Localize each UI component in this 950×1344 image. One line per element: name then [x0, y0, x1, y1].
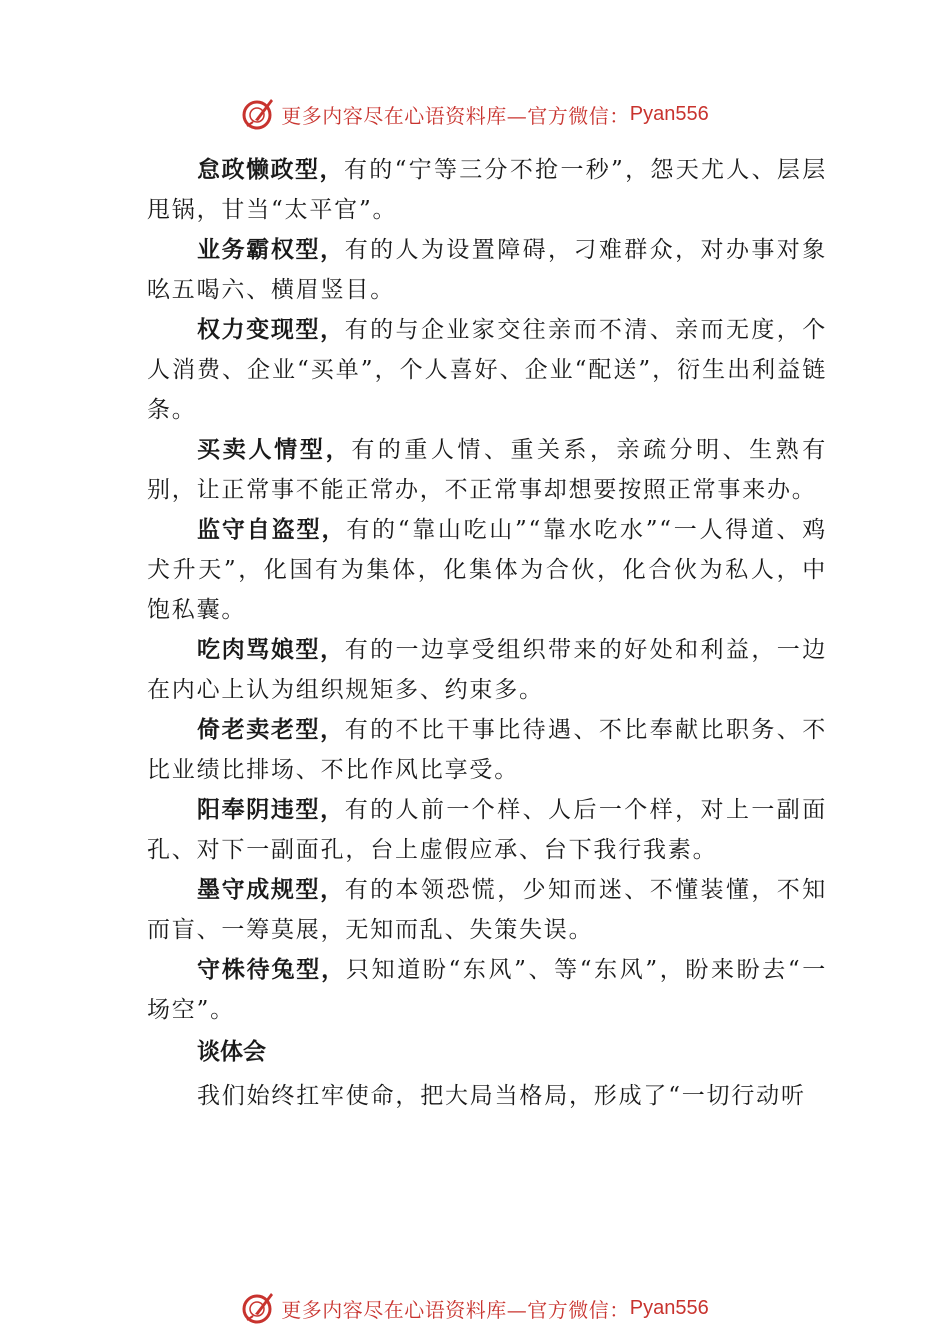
paragraph-text: 有的一边享受组织带来的好处和利益，一边在内心上认为组织规矩多、约束多。: [147, 637, 828, 703]
paragraph-term: 墨守成规型，: [197, 877, 345, 903]
paragraph-text: 有的“靠山吃山”“靠水吃水”“一人得道、鸡犬升天”，化国有为集体，化集体为合伙，化合伙为私人，中 饱私囊。: [147, 517, 828, 623]
paragraph-8: [147, 790, 827, 870]
paragraph-text: 有的不比干事比待遇、不比奉献比职务、不比业绩比排场、不比作风比享受。: [147, 717, 828, 783]
paragraph-2: [147, 230, 827, 310]
paragraph-term: 倚老卖老型，: [197, 717, 345, 743]
document-body: [147, 150, 827, 1116]
paragraph-9: [147, 870, 827, 950]
paragraph-5: [147, 510, 827, 630]
final-paragraph: 我们始终扛牢使命，把大局当格局，形成了“一切行动听: [197, 1083, 806, 1109]
paragraph-text: 有的与企业家交往亲而不清、亲而无度，个人消费、企业“买单”，个人喜好、企业“配送”，衍生出利益链条。: [147, 317, 828, 423]
paragraph-10: [147, 950, 827, 1030]
paragraph-term: 权力变现型，: [197, 317, 345, 343]
paragraph-term: 怠政懒政型，: [197, 157, 344, 183]
footer-site-text: 更多内容尽在心语资料库—官方微信：: [281, 1297, 630, 1322]
paragraph-text: 有的人为设置障碍，刁难群众，对办事对象吆五喝六、横眉竖目。: [147, 237, 828, 303]
paragraph-text: 有的重人情、重关系，亲疏分明、生熟有别，让正常事不能正常办，不正常事却想要按照正常事来办。: [147, 437, 828, 503]
paragraph-7: [147, 710, 827, 790]
paragraph-1: [147, 150, 827, 230]
header-banner: [0, 92, 950, 136]
footer-banner: [0, 1286, 950, 1330]
paragraph-term: 监守自盗型，: [197, 517, 347, 543]
paragraph-term: 买卖人情型，: [197, 437, 352, 463]
paragraph-text: 只知道盼“东风”、等“东风”，盼来盼去“一场空”。: [147, 957, 828, 1023]
footer-wechat-id: Pyan556: [629, 1296, 709, 1319]
section-heading: 谈体会: [197, 1039, 266, 1065]
paragraph-term: 守株待兔型，: [197, 957, 346, 983]
paragraph-text: 有的本领恐慌，少知而迷、不懂装懂，不知而盲、一筹莫展，无知而乱、失策失误。: [147, 877, 828, 943]
header-wechat-id: Pyan556: [629, 102, 709, 125]
paragraph-text: 有的人前一个样、人后一个样，对上一副面孔、对下一副面孔，台上虚假应承、台下我行我素。: [147, 797, 828, 863]
header-site-text: 更多内容尽在心语资料库—官方微信：: [281, 103, 630, 128]
quill-seal-logo: [241, 1290, 277, 1326]
quill-seal-logo: [241, 96, 277, 132]
paragraph-6: [147, 630, 827, 710]
paragraph-term: 吃肉骂娘型，: [197, 637, 345, 663]
paragraph-4: [147, 430, 827, 510]
paragraph-3: [147, 310, 827, 430]
paragraph-term: 业务霸权型，: [197, 237, 345, 263]
paragraph-text: 有的“宁等三分不抢一秒”，怨天尤人、层层甩锅，甘当“太平官”。: [147, 157, 827, 223]
paragraph-term: 阳奉阴违型，: [197, 797, 345, 823]
